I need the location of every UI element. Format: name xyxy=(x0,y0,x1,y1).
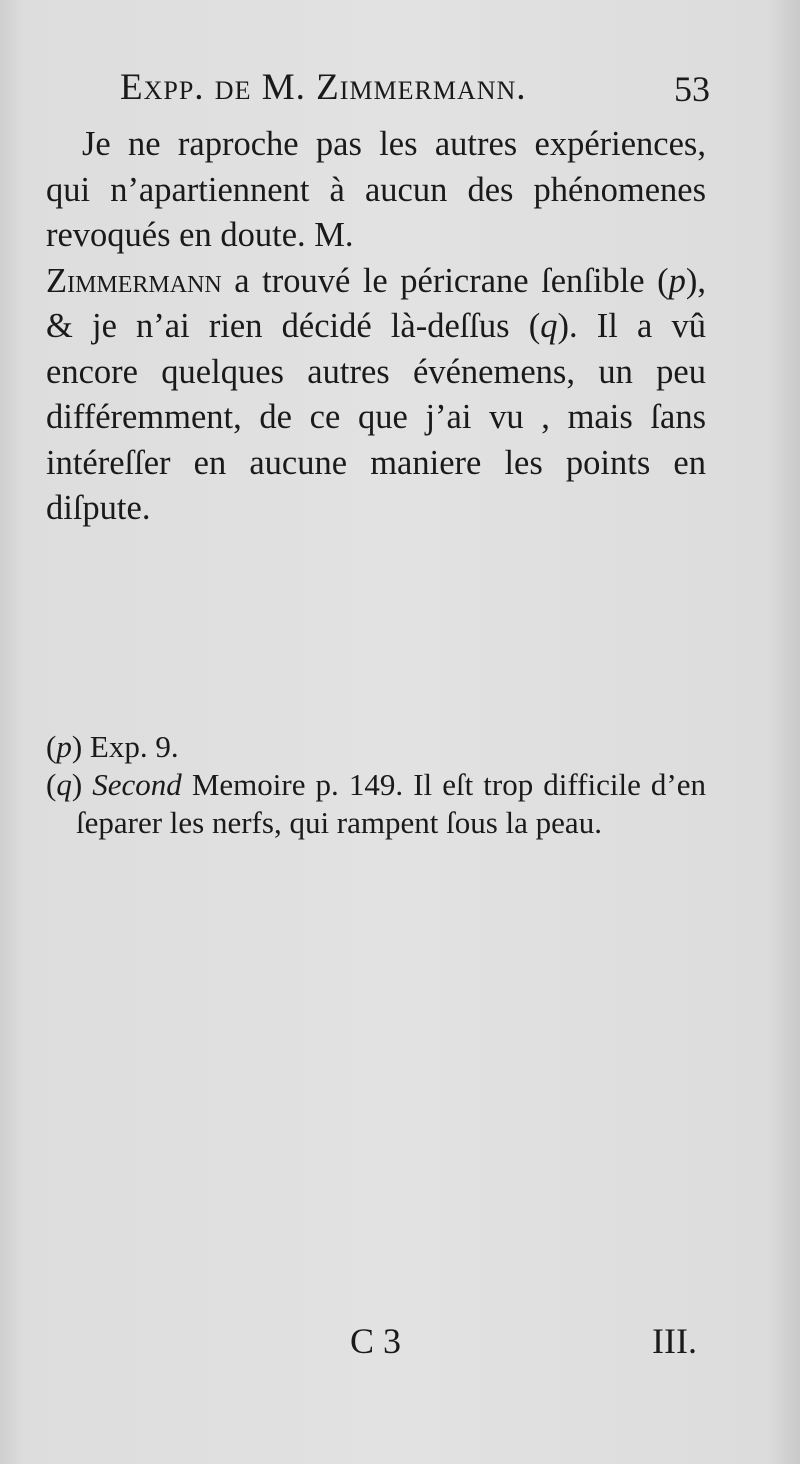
footnote-text: Memoire p. 149. Il eſt trop difficile d’en ſeparer les nerfs, qui rampent ſous la peau. xyxy=(76,767,706,840)
signature-mark: C 3 xyxy=(350,1321,402,1361)
footnote-q: (q) Second Memoire p. 149. Il eſt trop difficile d’en ſeparer les nerfs, qui rampent ſous la peau. xyxy=(46,767,706,840)
author-name: Zimmermann xyxy=(46,261,222,300)
footnote-italic-text: Second xyxy=(92,767,182,802)
footnote-p: (p) Exp. 9. xyxy=(46,729,179,764)
page-number: 53 xyxy=(674,69,710,109)
footnotes xyxy=(46,728,706,842)
footnote-reference-p: p xyxy=(668,261,686,300)
footnote-text: Exp. 9. xyxy=(89,729,179,764)
running-head: Expp. de M. Zimmermann. xyxy=(120,67,527,108)
page-header xyxy=(120,66,710,122)
catchword: III. xyxy=(652,1321,697,1361)
footnote-mark: q xyxy=(56,767,72,802)
footnote-reference-q: q xyxy=(540,307,558,345)
body-text-part-1: Je ne raproche pas les autres expériences, qui n’apartiennent à aucun des phénomenes revoqués en doute. M. xyxy=(46,125,706,254)
body-text-part-4: ). Il a vû encore quelques autres événemens, un peu différemment, de ce que j’ai vu , mais ſans intéreſſer en aucune maniere les points en diſpute. xyxy=(46,307,706,527)
page-footer xyxy=(0,1320,800,1370)
body-text-part-2: a trouvé le péricrane ſenſible ( xyxy=(221,261,669,300)
body-text-part-3: ), & je n’ai rien décidé là-deſſus ( xyxy=(46,261,706,345)
body-paragraph xyxy=(46,122,706,532)
footnote-mark: p xyxy=(56,729,72,764)
